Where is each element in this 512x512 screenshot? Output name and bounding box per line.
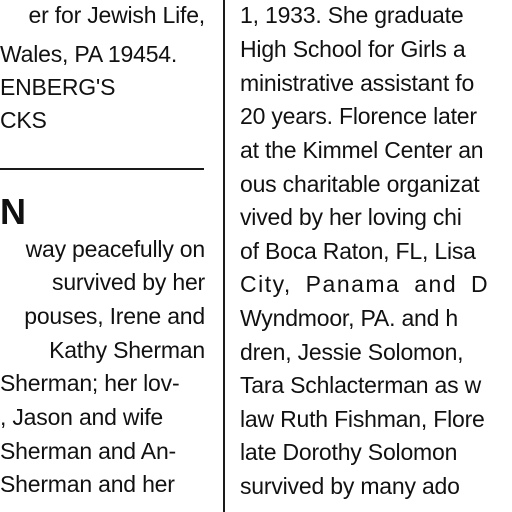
text-line: er for Jewish Life,	[28, 2, 205, 28]
text-line: at the Kimmel Center an	[240, 137, 484, 163]
text-line: law Ruth Fishman, Flore	[240, 406, 485, 432]
left-column	[0, 0, 205, 512]
text-line: Tara Schlacterman as w	[240, 372, 482, 398]
text-line: survived by many ado	[240, 473, 460, 499]
text-line: City, Panama and D	[240, 271, 490, 297]
text-line: 1, 1933. She graduate	[240, 2, 464, 28]
text-line: High School for Girls a	[240, 36, 466, 62]
text-line: survived by her	[52, 269, 205, 295]
text-line: dren, Jessie Solomon,	[240, 339, 464, 365]
section-divider	[0, 168, 204, 170]
text-line: way peacefully on	[25, 236, 205, 262]
text-line: pouses, Irene and	[24, 303, 205, 329]
right-column	[240, 0, 512, 512]
obituary-name-heading: N	[0, 191, 26, 232]
text-line: 20 years. Florence later	[240, 103, 477, 129]
text-line: Wyndmoor, PA. and h	[240, 305, 459, 331]
text-line: Kathy Sherman	[49, 337, 205, 363]
text-line: Wales, PA 19454.	[0, 41, 178, 67]
funeral-home-name: ENBERG'S	[0, 74, 116, 100]
funeral-home-name: CKS	[0, 107, 47, 133]
text-line: Sherman and An-	[0, 438, 177, 464]
text-line: Sherman; her lov-	[0, 370, 180, 396]
text-line: , Jason and wife	[0, 404, 164, 430]
text-line: late Dorothy Solomon	[240, 439, 458, 465]
text-line: ministrative assistant fo	[240, 70, 475, 96]
text-line: of Boca Raton, FL, Lisa	[240, 238, 476, 264]
text-line: Sherman and her	[0, 471, 175, 497]
text-line: ous charitable organizat	[240, 171, 480, 197]
column-divider	[223, 0, 225, 512]
text-line: vived by her loving chi	[240, 204, 462, 230]
